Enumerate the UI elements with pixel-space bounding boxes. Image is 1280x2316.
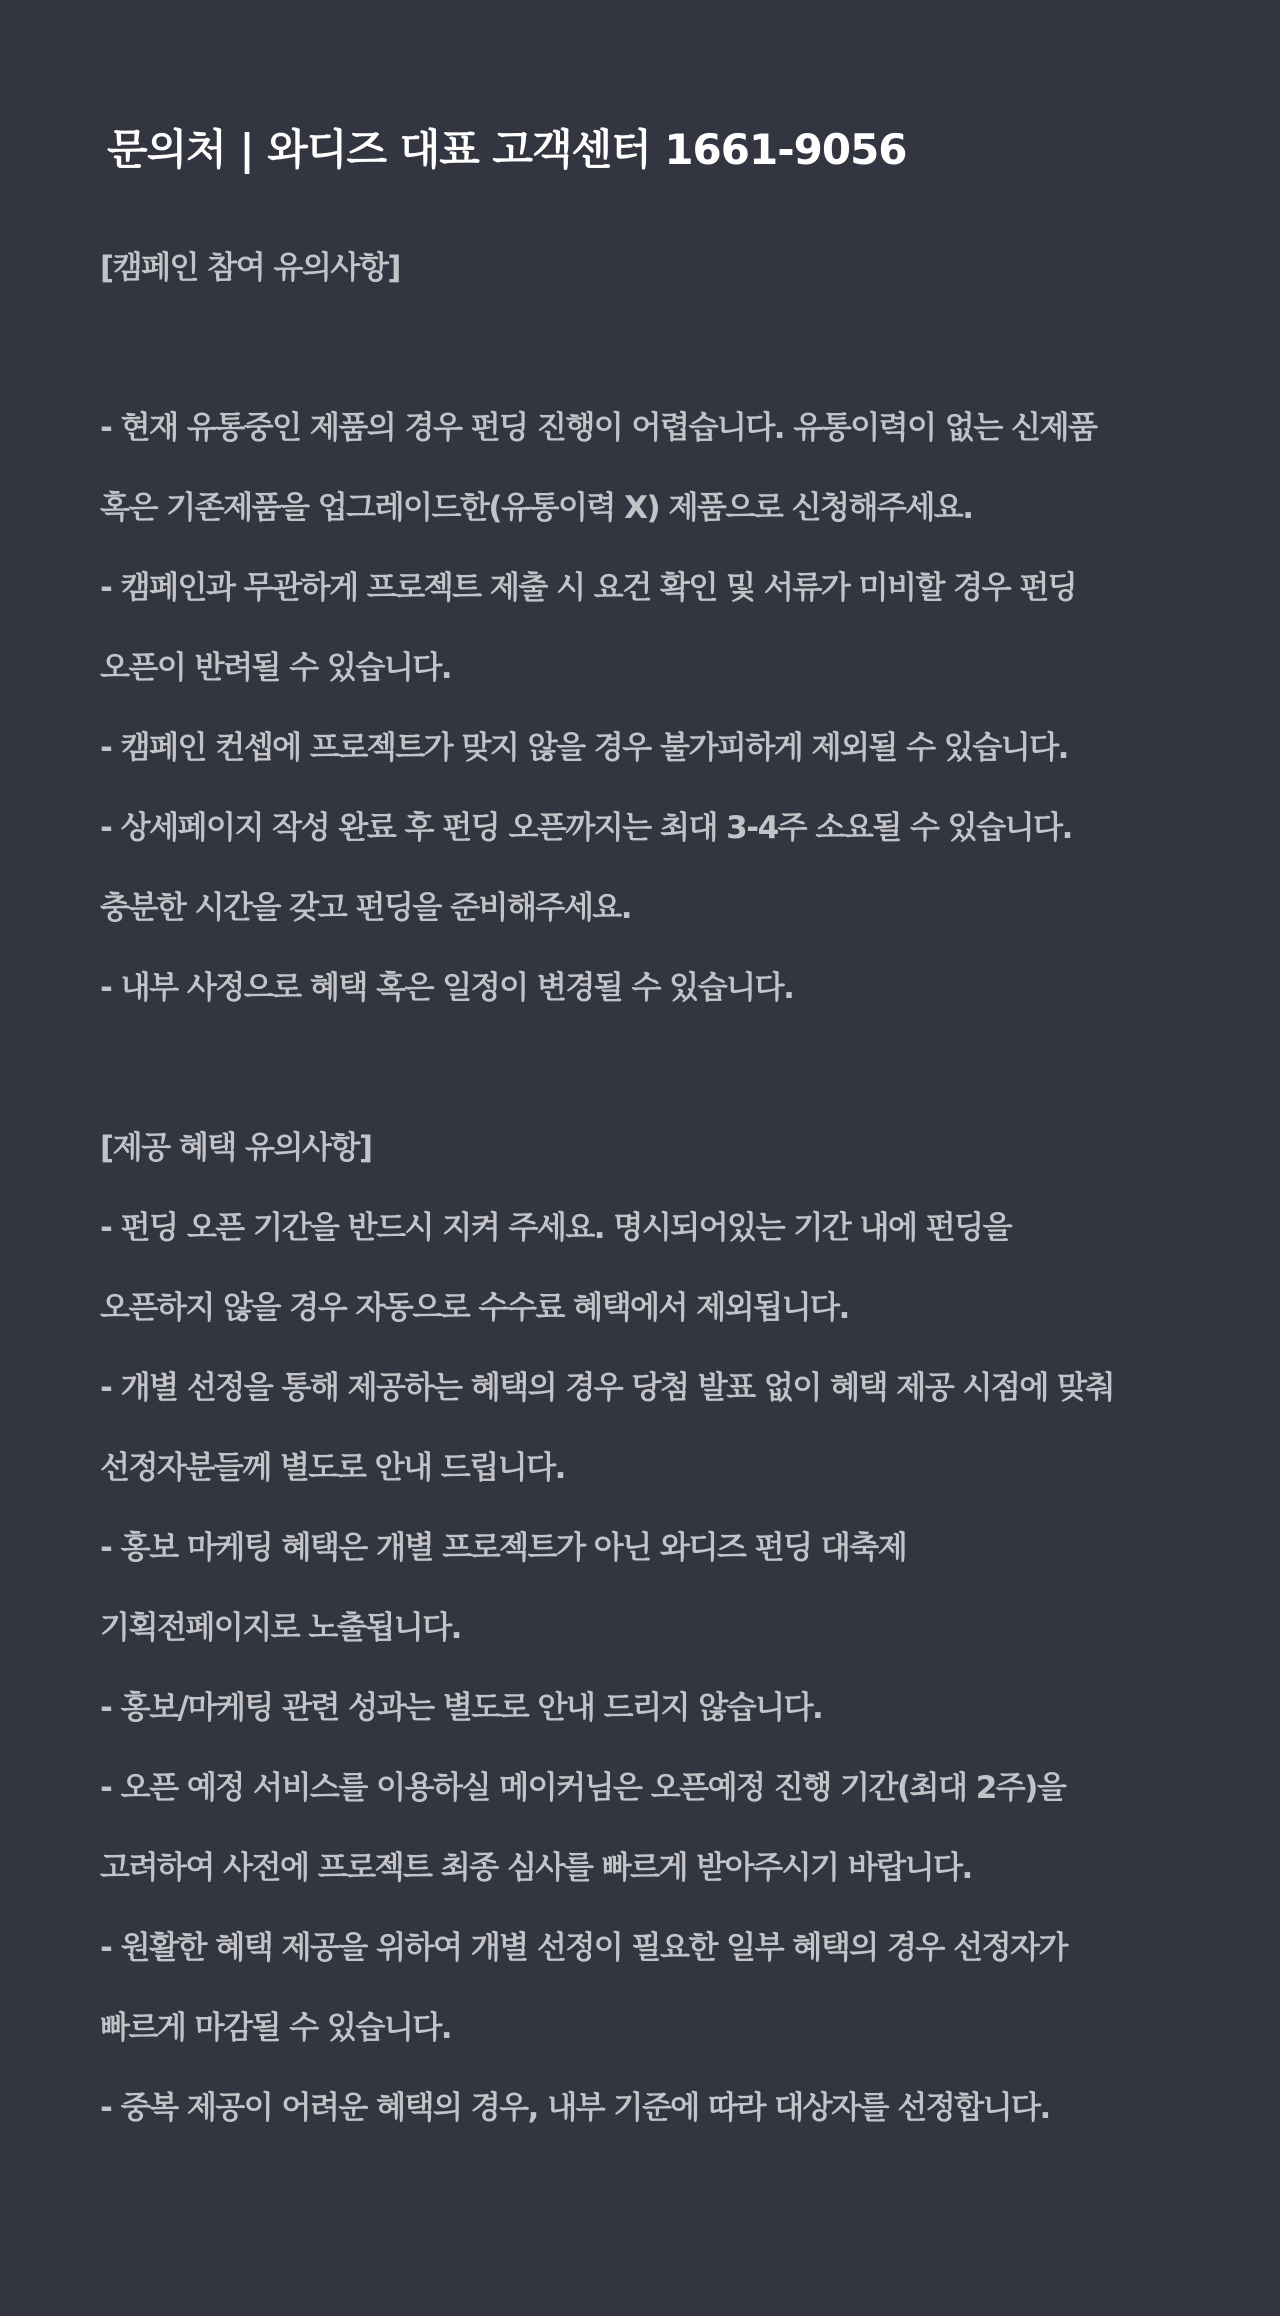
campaign-notice-line: - 현재 유통중인 제품의 경우 펀딩 진행이 어렵습니다. 유통이력이 없는 신제품 bbox=[100, 410, 1097, 446]
benefit-notice-line: 기획전페이지로 노출됩니다. bbox=[100, 1610, 461, 1646]
campaign-notice-line: - 상세페이지 작성 완료 후 펀딩 오픈까지는 최대 3-4주 소요될 수 있습니다. bbox=[100, 810, 1072, 846]
campaign-notice-line: 혹은 기존제품을 업그레이드한(유통이력 X) 제품으로 신청해주세요. bbox=[100, 490, 973, 526]
benefit-notice-line: 빠르게 마감될 수 있습니다. bbox=[100, 2010, 452, 2046]
notice-body bbox=[100, 228, 1200, 2148]
benefit-notice-line: - 펀딩 오픈 기간을 반드시 지켜 주세요. 명시되어있는 기간 내에 펀딩을 bbox=[100, 1210, 1012, 1246]
benefit-notice-line: 고려하여 사전에 프로젝트 최종 심사를 빠르게 받아주시기 바랍니다. bbox=[100, 1850, 972, 1886]
benefit-notice-line: 오픈하지 않을 경우 자동으로 수수료 혜택에서 제외됩니다. bbox=[100, 1290, 849, 1326]
spacer bbox=[100, 308, 1200, 388]
campaign-notice-line: 충분한 시간을 갖고 펀딩을 준비해주세요. bbox=[100, 890, 632, 926]
campaign-notice-heading: [캠페인 참여 유의사항] bbox=[100, 250, 400, 286]
benefit-notice-line: - 중복 제공이 어려운 혜택의 경우, 내부 기준에 따라 대상자를 선정합니다. bbox=[100, 2090, 1050, 2126]
benefit-notice-line: - 오픈 예정 서비스를 이용하실 메이커님은 오픈예정 진행 기간(최대 2주)을 bbox=[100, 1770, 1066, 1806]
campaign-notice-line: - 캠페인 컨셉에 프로젝트가 맞지 않을 경우 불가피하게 제외될 수 있습니다. bbox=[100, 730, 1068, 766]
benefit-notice-line: 선정자분들께 별도로 안내 드립니다. bbox=[100, 1450, 565, 1486]
benefit-notice-line: - 홍보 마케팅 혜택은 개별 프로젝트가 아닌 와디즈 펀딩 대축제 bbox=[100, 1530, 907, 1566]
benefit-notice-line: - 원활한 혜택 제공을 위하여 개별 선정이 필요한 일부 혜택의 경우 선정자가 bbox=[100, 1930, 1067, 1966]
campaign-notice-line: - 내부 사정으로 혜택 혹은 일정이 변경될 수 있습니다. bbox=[100, 970, 794, 1006]
spacer bbox=[100, 1028, 1200, 1108]
campaign-notice-line: - 캠페인과 무관하게 프로젝트 제출 시 요건 확인 및 서류가 미비할 경우 펀딩 bbox=[100, 570, 1077, 606]
contact-title: 문의처 | 와디즈 대표 고객센터 1661-9056 bbox=[107, 125, 907, 174]
benefit-notice-line: - 개별 선정을 통해 제공하는 혜택의 경우 당첨 발표 없이 혜택 제공 시점에 맞춰 bbox=[100, 1370, 1114, 1406]
benefit-notice-line: - 홍보/마케팅 관련 성과는 별도로 안내 드리지 않습니다. bbox=[100, 1690, 823, 1726]
campaign-notice-line: 오픈이 반려될 수 있습니다. bbox=[100, 650, 452, 686]
benefit-notice-heading: [제공 혜택 유의사항] bbox=[100, 1130, 372, 1166]
